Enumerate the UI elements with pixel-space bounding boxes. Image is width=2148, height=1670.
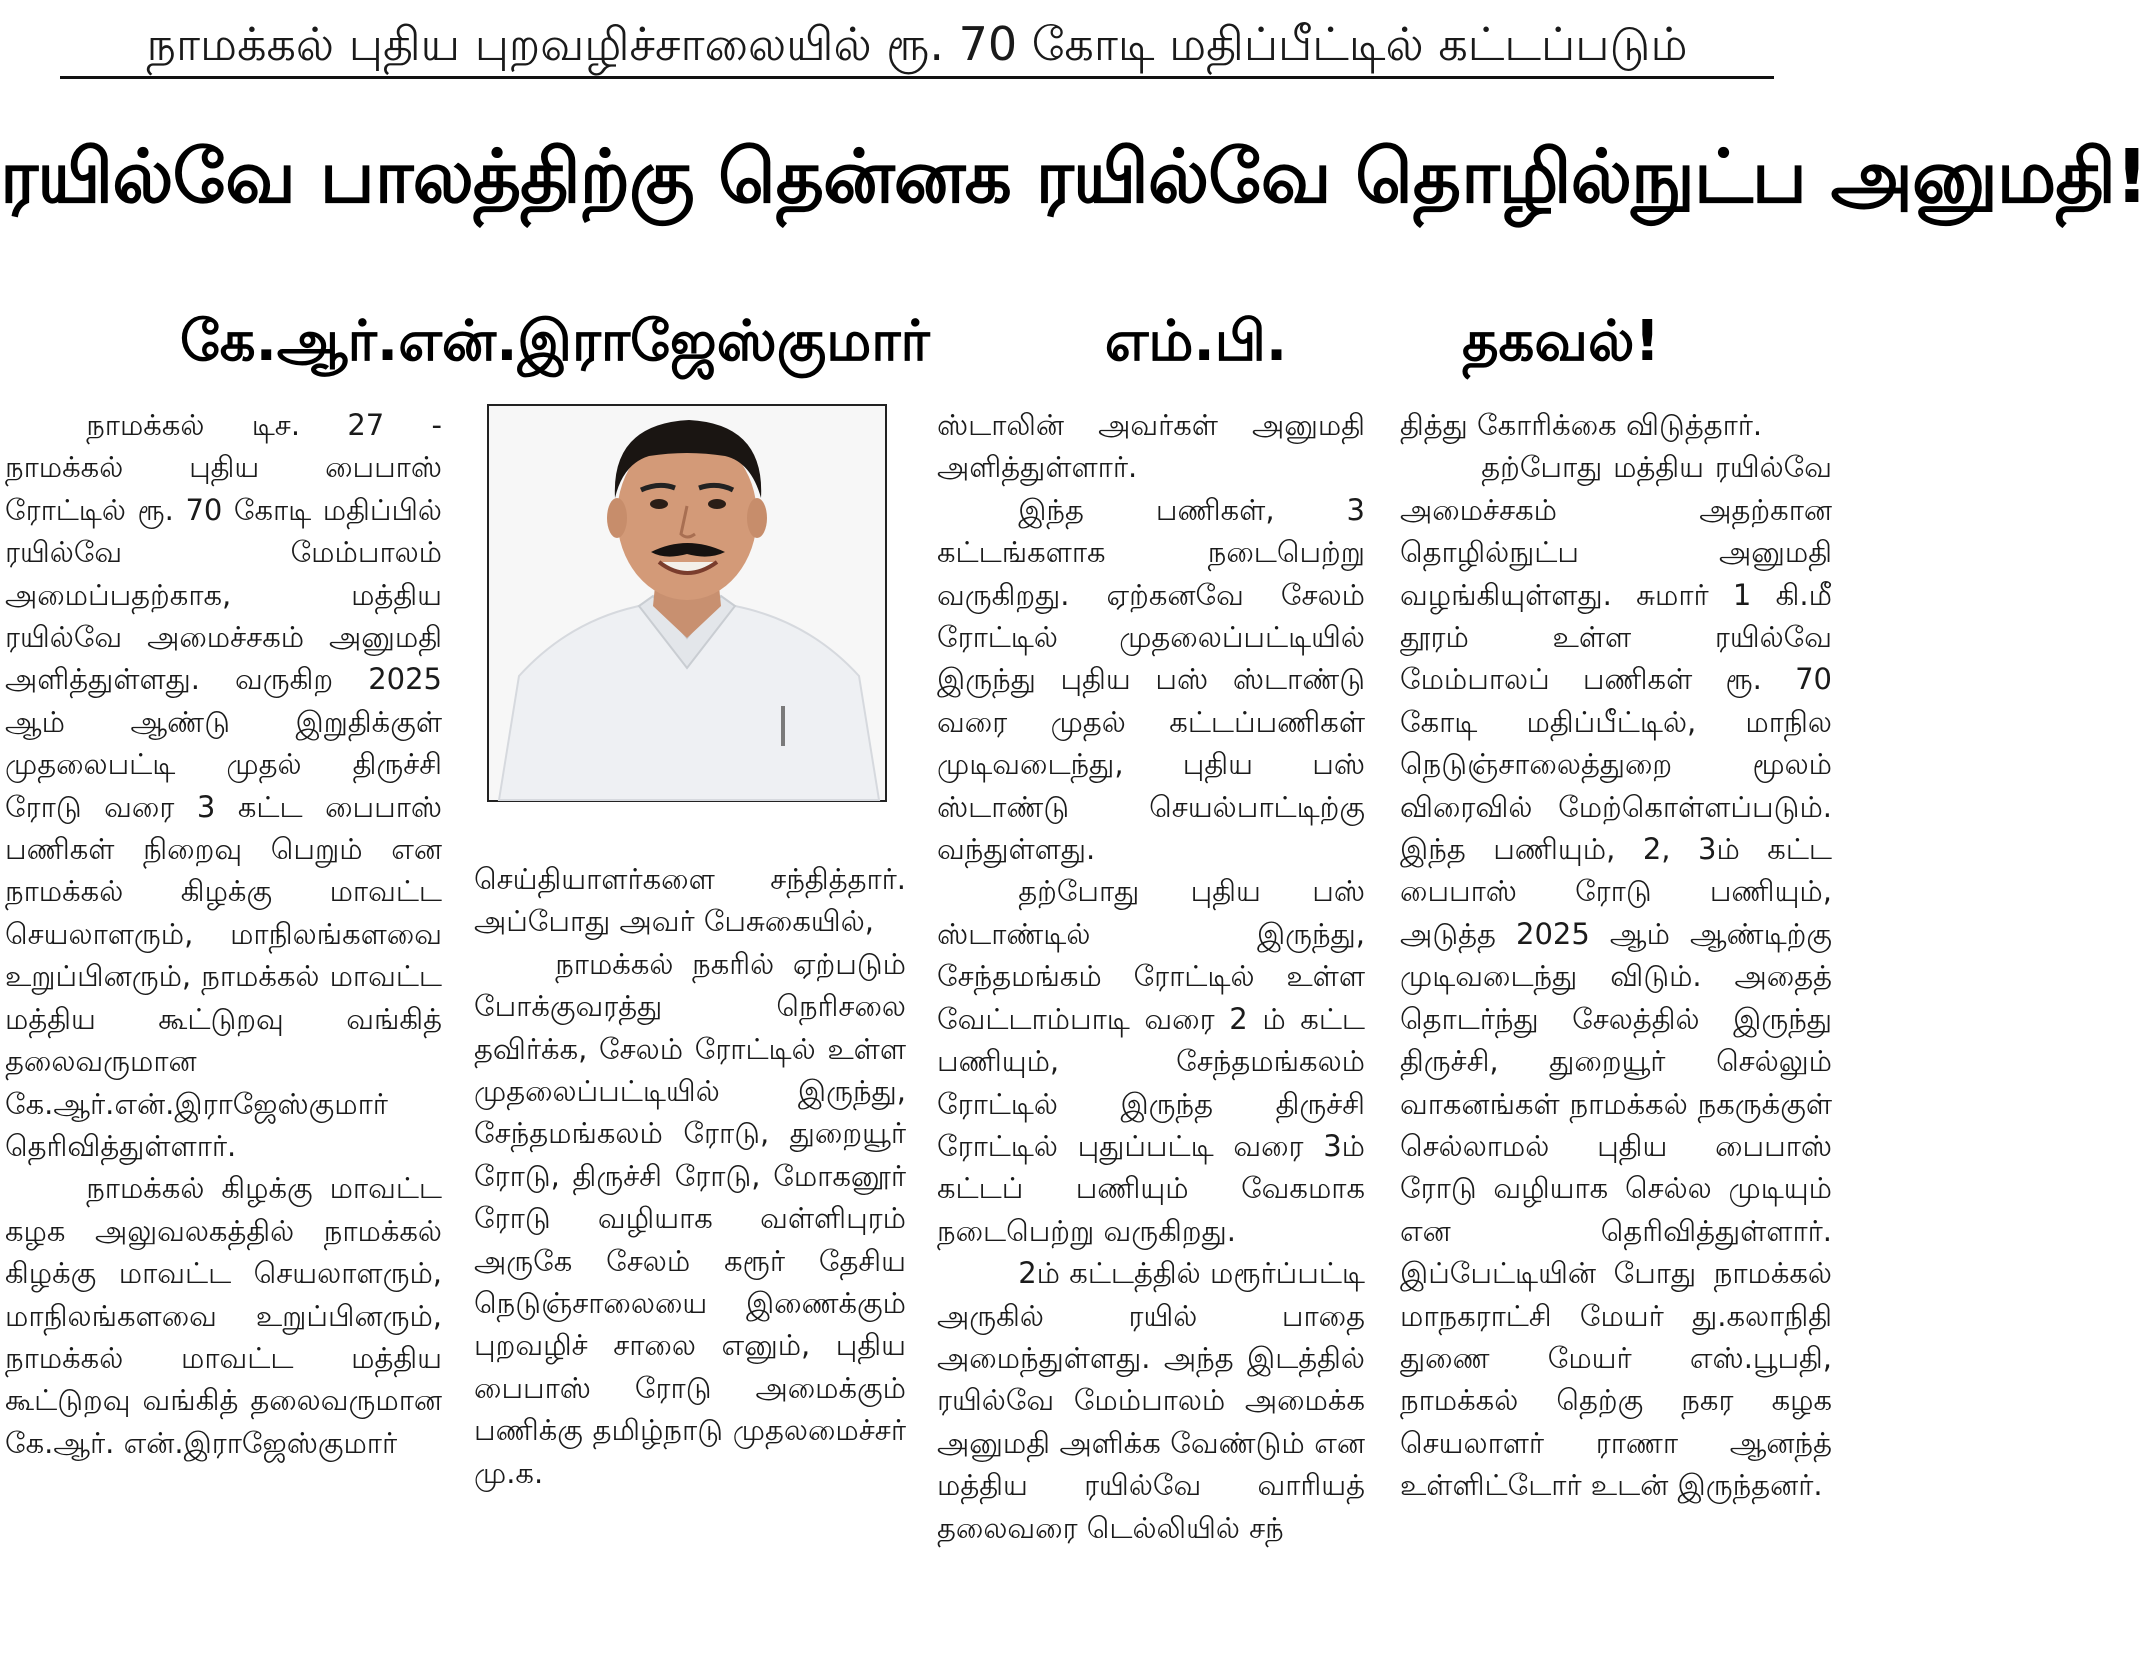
article-column-3 — [937, 404, 1365, 1664]
subheadline — [180, 300, 1660, 390]
article-column-4 — [1400, 404, 1832, 1664]
paragraph: இந்த பணிகள், 3 கட்டங்களாக நடைபெற்று வருகிறது. ஏற்கனவே சேலம் ரோட்டில் முதலைப்பட்டியில் இருந்து புதிய பஸ் ஸ்டாண்டு வரை முதல் கட்டப்பணிகள் முடிவடைந்து, புதிய பஸ் ஸ்டாண்டு செயல்பாட்டிற்கு வந்துள்ளது. — [937, 492, 1365, 867]
paragraph: நாமக்கல் டிச. 27 - நாமக்கல் புதிய பைபாஸ் ரோட்டில் ரூ. 70 கோடி மதிப்பில் ரயில்வே மேம்பாலம் அமைப்பதற்காக, மத்திய ரயில்வே அமைச்சகம் அனுமதி அளித்துள்ளது. வருகிற 2025 ஆம் ஆண்டு இறுதிக்குள் முதலைபட்டி முதல் திருச்சி ரோடு வரை 3 கட்ட பைபாஸ் பணிகள் நிறைவு பெறும் என நாமக்கல் கிழக்கு மாவட்ட செயலாளரும், மாநிலங்களவை உறுப்பினரும், நாமக்கல் மாவட்ட மத்திய கூட்டுறவு வங்கித் தலைவருமான கே.ஆர்.என்.இராஜேஸ்குமார் தெரிவித்துள்ளார். — [5, 408, 442, 1163]
paragraph: தற்போது மத்திய ரயில்வே அமைச்சகம் அதற்கான தொழில்நுட்ப அனுமதி வழங்கியுள்ளது. சுமார் 1 கி.மீ தூரம் உள்ள ரயில்வே மேம்பாலப் பணிகள் ரூ. 70 கோடி மதிப்பீட்டில், மாநில நெடுஞ்சாலைத்துறை மூலம் விரைவில் மேற்கொள்ளப்படும். இந்த பணியும், 2, 3ம் கட்ட பைபாஸ் ரோடு பணியும், அடுத்த 2025 ஆம் ஆண்டிற்கு முடிவடைந்து விடும். அதைத் தொடர்ந்து சேலத்தில் இருந்து திருச்சி, துறையூர் செல்லும் வாகனங்கள் நாமக்கல் நகருக்குள் செல்லாமல் புதிய பைபாஸ் ரோடு வழியாக செல்ல முடியும் என தெரிவித்துள்ளார். இப்பேட்டியின் போது நாமக்கல் மாநகராட்சி மேயர் து.கலாநிதி துணை மேயர் எஸ்.பூபதி, நாமக்கல் தெற்கு நகர கழக செயலாளர் ராணா ஆனந்த் உள்ளிட்டோர் உடன் இருந்தனர். — [1400, 450, 1832, 1503]
mp-photo — [487, 404, 887, 802]
paragraph: நாமக்கல் நகரில் ஏற்படும் போக்குவரத்து நெரிசலை தவிர்க்க, சேலம் ரோட்டில் உள்ள முதலைப்பட்டியில் இருந்து, சேந்தமங்கலம் ரோடு, துறையூர் ரோடு, திருச்சி ரோடு, மோகனூர் ரோடு வழியாக வள்ளிபுரம் அருகே சேலம் கரூர் தேசிய நெடுஞ்சாலையை இணைக்கும் புறவழிச் சாலை எனும், புதிய பைபாஸ் ரோடு அமைக்கும் பணிக்கு தமிழ்நாடு முதலமைச்சர் மு.க. — [474, 946, 906, 1490]
article-column-2 — [474, 858, 906, 1664]
main-headline: ரயில்வே பாலத்திற்கு தென்னக ரயில்வே தொழில்நுட்ப அனுமதி! — [0, 134, 2148, 220]
kicker-headline: நாமக்கல் புதிய புறவழிச்சாலையில் ரூ. 70 கோடி மதிப்பீட்டில் கட்டப்படும் — [60, 12, 1774, 79]
paragraph: ஸ்டாலின் அவர்கள் அனுமதி அளித்துள்ளார். — [937, 408, 1365, 485]
subhead-title: எம்.பி. — [1104, 309, 1288, 374]
subhead-info: தகவல்! — [1462, 309, 1660, 374]
paragraph: 2ம் கட்டத்தில் மரூர்ப்பட்டி அருகில் ரயில் பாதை அமைந்துள்ளது. அந்த இடத்தில் ரயில்வே மேம்பாலம் அமைக்க அனுமதி அளிக்க வேண்டும் என மத்திய ரயில்வே வாரியத் தலைவரை டெல்லியில் சந் — [937, 1256, 1365, 1545]
paragraph: தித்து கோரிக்கை விடுத்தார். — [1400, 408, 1763, 442]
portrait-image — [489, 406, 885, 800]
paragraph: தற்போது புதிய பஸ் ஸ்டாண்டில் இருந்து, சேந்தமங்கம் ரோட்டில் உள்ள வேட்டாம்பாடி வரை 2 ம் கட்ட பணியும், சேந்தமங்கலம் ரோட்டில் இருந்த திருச்சி ரோட்டில் புதுப்பட்டி வரை 3ம் கட்டப் பணியும் வேகமாக நடைபெற்று வருகிறது. — [937, 874, 1365, 1248]
paragraph: செய்தியாளர்களை சந்தித்தார். அப்போது அவர் பேசுகையில், — [474, 862, 906, 939]
article-column-1 — [5, 404, 442, 1664]
subhead-name: கே.ஆர்.என்.இராஜேஸ்குமார் — [180, 309, 930, 374]
paragraph: நாமக்கல் கிழக்கு மாவட்ட கழக அலுவலகத்தில் நாமக்கல் கிழக்கு மாவட்ட செயலாளரும், மாநிலங்களவை உறுப்பினரும், நாமக்கல் மாவட்ட மத்திய கூட்டுறவு வங்கித் தலைவருமான கே.ஆர். என்.இராஜேஸ்குமார் — [5, 1171, 442, 1460]
